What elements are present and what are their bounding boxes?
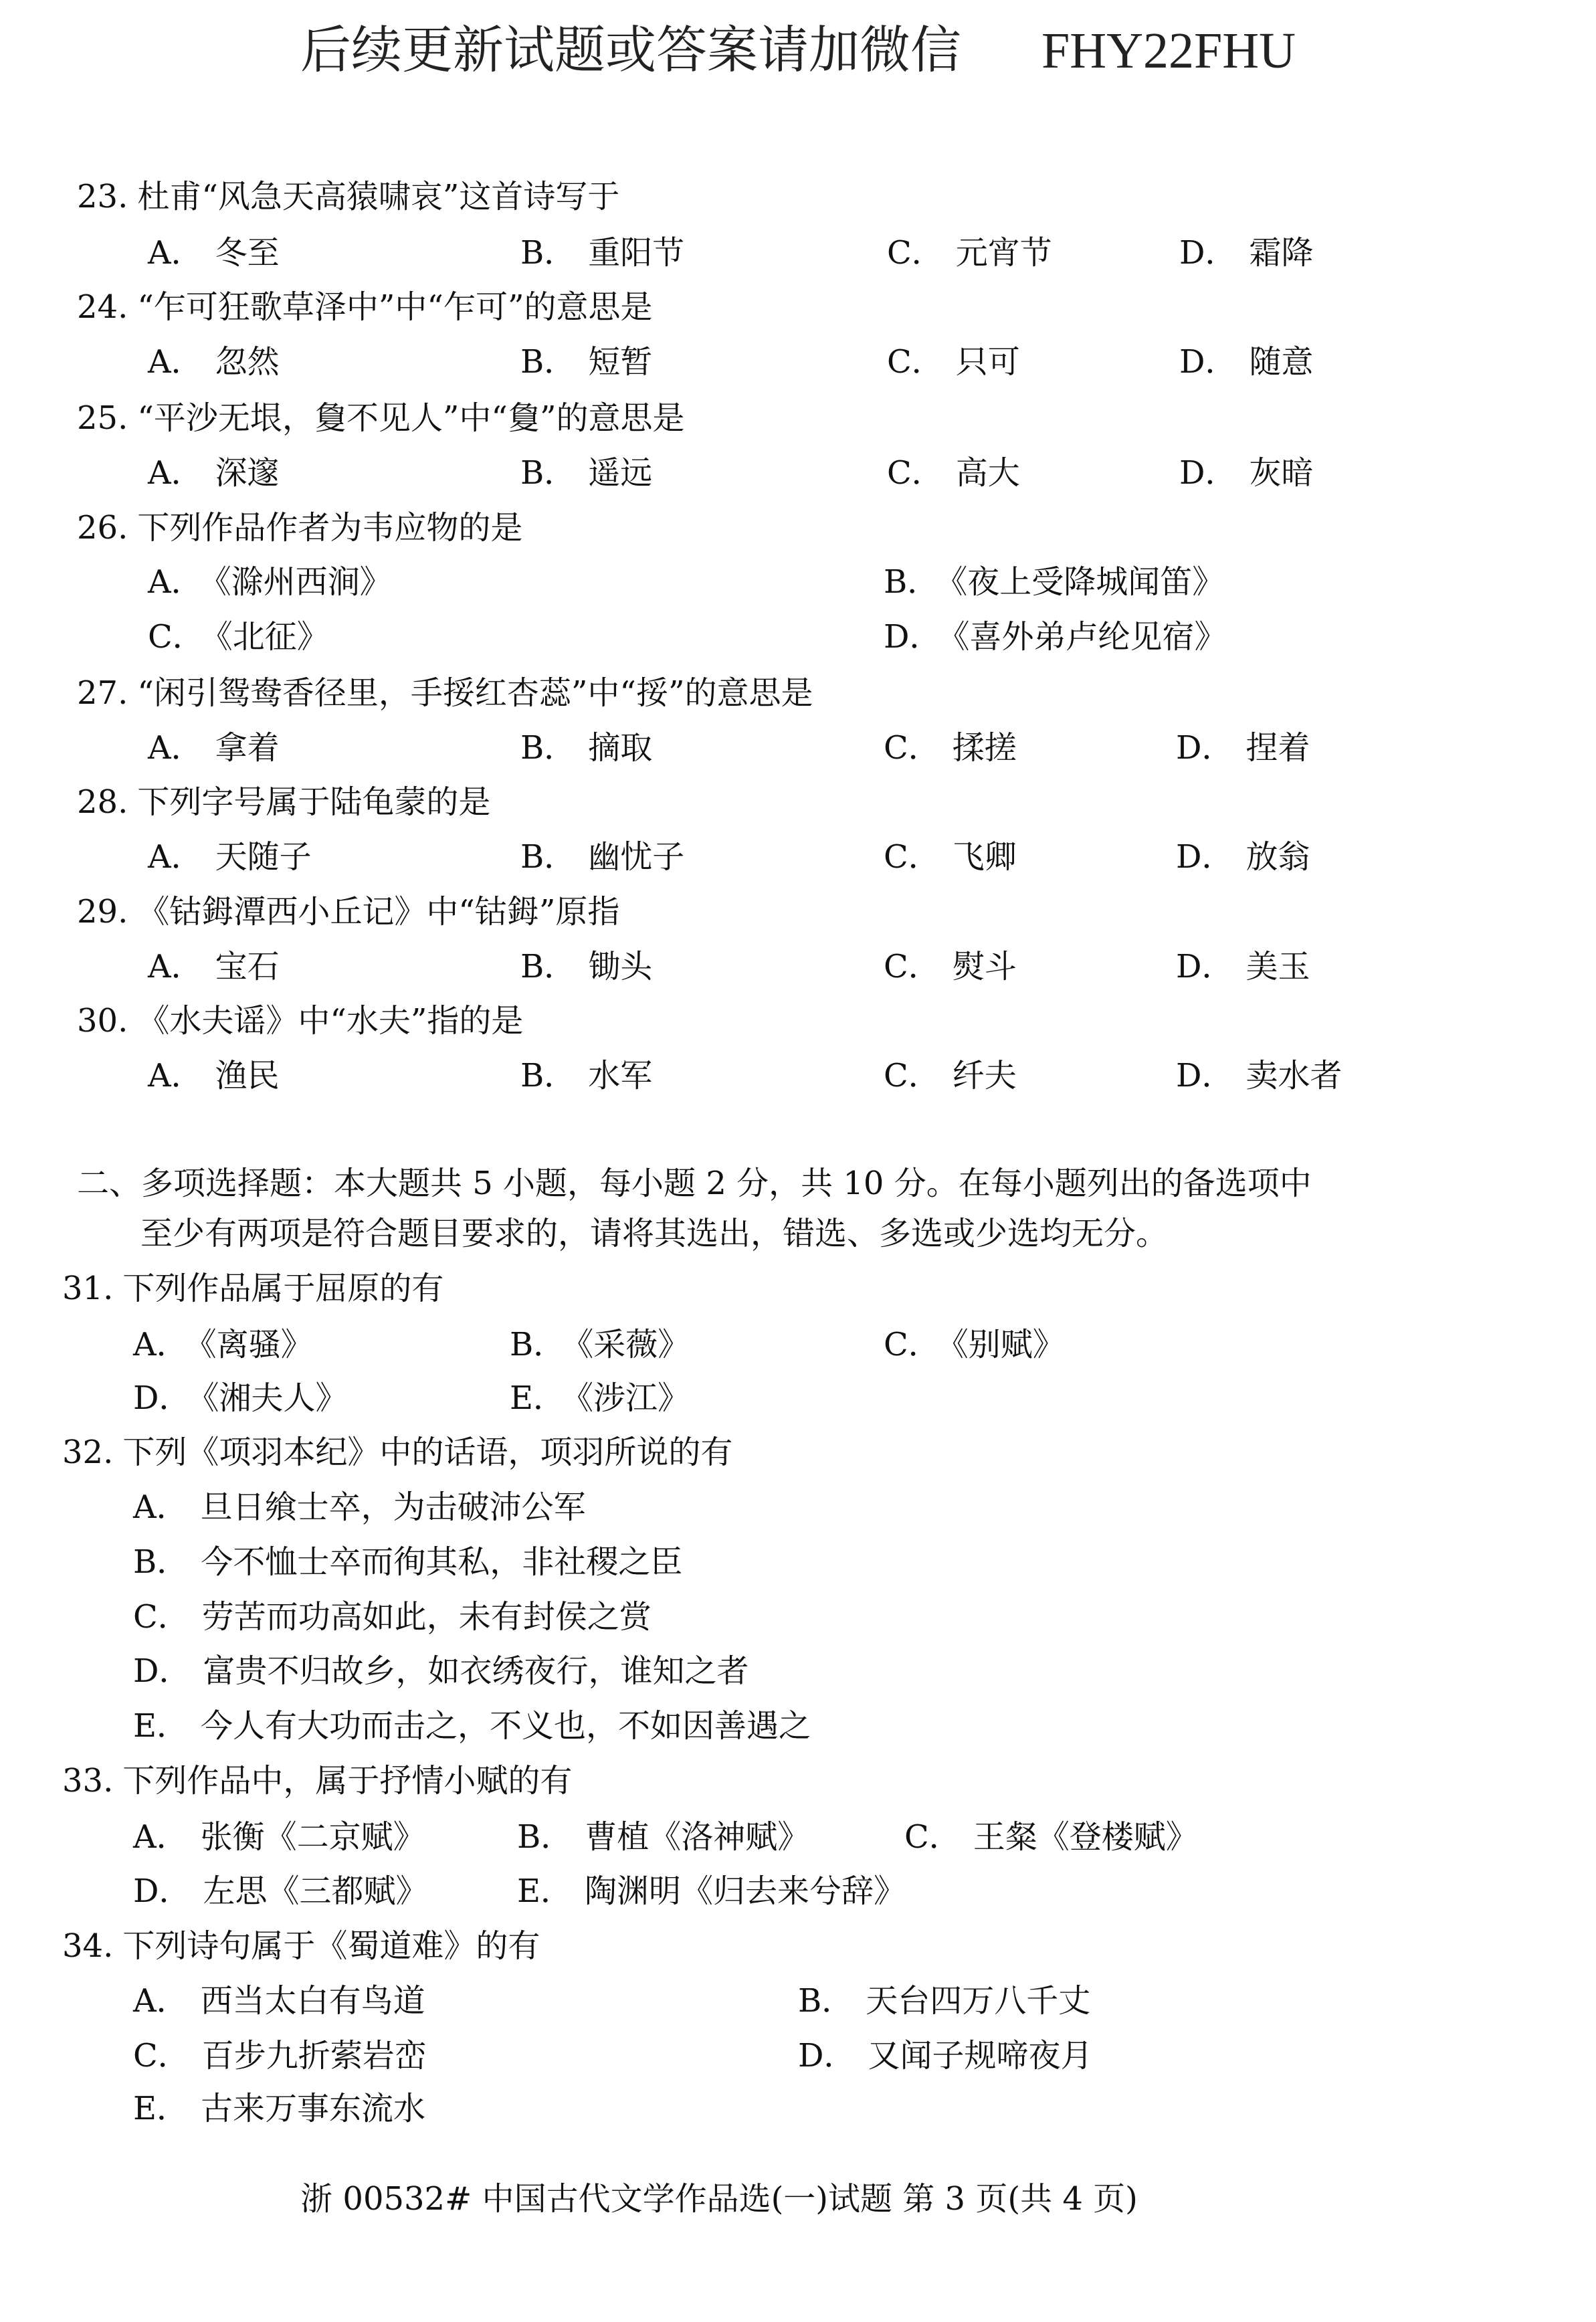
option-label: B． (520, 1057, 577, 1094)
option-text: 重阳节 (588, 234, 685, 272)
answer-option (520, 837, 684, 877)
option-text: 只可 (955, 343, 1020, 381)
answer-option (133, 1597, 652, 1637)
question-number: 26. (77, 509, 128, 547)
question-stem (62, 1268, 443, 1309)
option-label: D． (1179, 343, 1237, 381)
answer-option (133, 2089, 425, 2129)
answer-option (1176, 728, 1310, 768)
answer-option (148, 233, 280, 273)
question-stem (77, 673, 813, 713)
answer-option (517, 1871, 906, 1911)
option-text: 灰暗 (1249, 454, 1314, 492)
answer-option (148, 617, 329, 657)
option-label: C． (887, 454, 944, 492)
option-label: D． (1176, 948, 1234, 985)
option-text: 百步九折萦岩峦 (201, 2037, 427, 2074)
answer-option (133, 1378, 348, 1418)
option-label: B． (520, 948, 577, 985)
answer-option (148, 728, 280, 768)
answer-option (520, 233, 684, 273)
answer-option (517, 1817, 809, 1857)
option-label: A． (133, 1488, 189, 1526)
option-label: A． (148, 1057, 203, 1094)
answer-option (520, 1056, 652, 1096)
answer-option (148, 562, 392, 602)
answer-option (133, 1542, 682, 1582)
option-text: 深邃 (215, 454, 280, 492)
question-text: 下列作品属于屈原的有 (122, 1270, 444, 1307)
question-stem (77, 782, 490, 822)
option-text: 元宵节 (955, 234, 1052, 272)
option-text: 飞卿 (952, 838, 1017, 876)
option-label: B． (520, 343, 577, 381)
option-text: 《涉江》 (577, 1379, 690, 1417)
option-text: 今不恤士卒而徇其私，非社稷之臣 (201, 1543, 683, 1581)
option-label: E． (133, 2090, 189, 2127)
option-label: C． (884, 1326, 940, 1363)
question-number: 27. (77, 674, 128, 712)
option-label: D． (1176, 1057, 1234, 1094)
option-text: 揉搓 (952, 729, 1017, 767)
option-text: 《别赋》 (952, 1326, 1065, 1363)
answer-option (1179, 233, 1314, 273)
question-stem (77, 287, 653, 327)
option-text: 忽然 (215, 343, 280, 381)
option-label: C． (884, 948, 940, 985)
option-label: C． (133, 1598, 190, 1636)
answer-option (133, 1651, 749, 1691)
option-text: 摘取 (588, 729, 653, 767)
question-stem (77, 177, 619, 217)
question-text: 《水夫谣》中“水夫”指的是 (137, 1002, 524, 1040)
question-number: 34. (62, 1927, 114, 1965)
option-label: A． (133, 1326, 189, 1363)
option-label: B． (520, 454, 577, 492)
option-text: 放翁 (1245, 838, 1310, 876)
option-text: 《滁州西涧》 (215, 563, 392, 601)
option-label: C． (887, 234, 944, 272)
answer-option (884, 837, 1017, 877)
option-label: C． (904, 1818, 961, 1856)
question-stem (77, 398, 685, 438)
option-label: D． (1176, 838, 1234, 876)
option-text: 捏着 (1245, 729, 1310, 767)
option-label: D． (1179, 454, 1237, 492)
question-number: 23. (77, 178, 128, 215)
option-label: A． (148, 454, 203, 492)
answer-option (884, 1325, 1065, 1365)
option-label: B． (798, 1982, 854, 2020)
answer-option (520, 947, 652, 987)
answer-option (884, 1056, 1017, 1096)
option-text: 天随子 (215, 838, 312, 876)
option-text: 劳苦而功高如此，未有封侯之赏 (201, 1598, 652, 1636)
option-label: B． (520, 729, 577, 767)
question-text: 《钴鉧潭西小丘记》中“钴鉧”原指 (137, 893, 620, 931)
question-number: 31. (62, 1270, 114, 1307)
page-footer: 浙 00532# 中国古代文学作品选(一)试题 第 3 页(共 4 页) (300, 2180, 1138, 2218)
question-stem (77, 1001, 523, 1041)
answer-option (1176, 1056, 1342, 1096)
answer-option (133, 1981, 425, 2021)
option-label: D． (1179, 234, 1237, 272)
option-label: C． (884, 838, 940, 876)
option-label: B． (133, 1543, 189, 1581)
answer-option (133, 1325, 313, 1365)
answer-option (798, 2036, 1093, 2076)
question-text: 杜甫“风急天高猿啸哀”这首诗写于 (137, 178, 620, 215)
option-label: D． (133, 1652, 191, 1690)
option-text: 曹植《洛神赋》 (585, 1818, 810, 1856)
answer-option (148, 1056, 280, 1096)
option-text: 《采薇》 (577, 1326, 690, 1363)
option-label: C． (887, 343, 944, 381)
option-text: 今人有大功而击之，不义也，不如因善遇之 (201, 1707, 811, 1745)
option-text: 张衡《二京赋》 (200, 1818, 425, 1856)
option-label: D． (798, 2037, 856, 2074)
option-label: D． (1176, 729, 1234, 767)
answer-option (148, 837, 312, 877)
option-text: 卖水者 (1245, 1057, 1342, 1094)
option-text: 旦日飨士卒，为击破沛公军 (200, 1488, 586, 1526)
option-label: D． (133, 1872, 191, 1910)
option-label: A． (148, 343, 203, 381)
answer-option (148, 453, 280, 493)
option-text: 美玉 (1245, 948, 1310, 985)
option-text: 遥远 (588, 454, 653, 492)
option-label: D． (133, 1379, 191, 1417)
option-text: 又闻子规啼夜月 (868, 2037, 1093, 2074)
question-stem (62, 1432, 732, 1472)
question-text: 下列作品作者为韦应物的是 (137, 509, 523, 547)
answer-option (1176, 837, 1310, 877)
option-label: E． (517, 1872, 573, 1910)
option-text: 《北征》 (216, 618, 329, 656)
answer-option (884, 617, 1227, 657)
answer-option (887, 233, 1052, 273)
option-label: B． (510, 1326, 566, 1363)
question-stem (62, 1761, 572, 1801)
question-number: 29. (77, 893, 128, 931)
option-text: 渔民 (215, 1057, 280, 1094)
option-text: 随意 (1249, 343, 1314, 381)
option-text: 《喜外弟卢纶见宿》 (953, 618, 1227, 656)
section-2-heading: 二、多项选择题：本大题共 5 小题，每小题 2 分，共 10 分。在每小题列出的备选项中 (77, 1165, 1312, 1202)
answer-option (1176, 947, 1310, 987)
option-label: B． (884, 563, 940, 601)
section-2-instructions: 至少有两项是符合题目要求的，请将其选出，错选、多选或少选均无分。 (140, 1215, 1169, 1252)
answer-option (520, 342, 652, 382)
option-text: 宝石 (215, 948, 280, 985)
option-label: C． (884, 729, 940, 767)
question-stem (77, 508, 522, 548)
answer-option (133, 1817, 425, 1857)
option-text: 熨斗 (952, 948, 1017, 985)
option-text: 《夜上受降城闻笛》 (951, 563, 1225, 601)
answer-option (133, 1871, 428, 1911)
option-text: 《离骚》 (200, 1326, 313, 1363)
option-text: 天台四万八千丈 (866, 1982, 1091, 2020)
option-text: 短暂 (588, 343, 653, 381)
question-stem (62, 1926, 540, 1966)
option-label: A． (148, 838, 203, 876)
header-code: FHY22FHU (1041, 23, 1296, 79)
question-text: “平沙无垠，敻不见人”中“敻”的意思是 (137, 399, 685, 437)
question-number: 25. (77, 399, 128, 437)
answer-option (133, 1487, 586, 1527)
option-text: 左思《三都赋》 (203, 1872, 428, 1910)
answer-option (884, 947, 1017, 987)
answer-option (1179, 453, 1314, 493)
option-label: A． (148, 563, 203, 601)
header-text: 后续更新试题或答案请加微信 (300, 20, 961, 80)
answer-option (133, 2036, 427, 2076)
answer-option (148, 342, 280, 382)
option-text: 水军 (588, 1057, 653, 1094)
answer-option (133, 1706, 811, 1746)
answer-option (887, 342, 1020, 382)
option-text: 霜降 (1249, 234, 1314, 272)
option-label: B． (520, 234, 577, 272)
option-label: B． (517, 1818, 573, 1856)
option-label: A． (148, 234, 203, 272)
answer-option (520, 728, 652, 768)
question-number: 30. (77, 1002, 128, 1040)
option-label: C． (884, 1057, 940, 1094)
option-label: A． (133, 1818, 189, 1856)
question-text: “闲引鸳鸯香径里，手挼红杏蕊”中“挼”的意思是 (137, 674, 813, 712)
question-number: 24. (77, 288, 128, 326)
option-text: 拿着 (215, 729, 280, 767)
question-text: 下列作品中，属于抒情小赋的有 (122, 1762, 573, 1800)
option-label: E． (133, 1707, 189, 1745)
question-text: “乍可狂歌草泽中”中“乍可”的意思是 (137, 288, 653, 326)
option-label: B． (520, 838, 577, 876)
option-label: A． (148, 948, 203, 985)
option-text: 锄头 (588, 948, 653, 985)
answer-option (510, 1325, 690, 1365)
answer-option (148, 947, 280, 987)
page-header-watermark (0, 20, 1596, 81)
question-number: 32. (62, 1434, 114, 1471)
answer-option (884, 728, 1017, 768)
option-label: D． (884, 618, 942, 656)
option-text: 幽忧子 (588, 838, 685, 876)
option-text: 王粲《登楼赋》 (973, 1818, 1198, 1856)
option-text: 陶渊明《归去来兮辞》 (585, 1872, 906, 1910)
option-text: 《湘夫人》 (203, 1379, 348, 1417)
question-text: 下列诗句属于《蜀道难》的有 (122, 1927, 540, 1965)
option-label: A． (133, 1982, 189, 2020)
answer-option (887, 453, 1020, 493)
option-label: C． (148, 618, 205, 656)
answer-option (1179, 342, 1314, 382)
option-text: 高大 (955, 454, 1020, 492)
answer-option (510, 1378, 690, 1418)
option-label: A． (148, 729, 203, 767)
option-text: 富贵不归故乡，如衣绣夜行，谁知之者 (203, 1652, 749, 1690)
answer-option (798, 1981, 1090, 2021)
option-text: 古来万事东流水 (201, 2090, 426, 2127)
question-stem (77, 892, 619, 932)
option-text: 纤夫 (952, 1057, 1017, 1094)
option-text: 冬至 (215, 234, 280, 272)
question-text: 下列字号属于陆龟蒙的是 (137, 783, 491, 821)
question-number: 33. (62, 1762, 114, 1800)
answer-option (884, 562, 1224, 602)
answer-option (520, 453, 652, 493)
option-label: E． (510, 1379, 566, 1417)
question-text: 下列《项羽本纪》中的话语，项羽所说的有 (122, 1434, 733, 1471)
option-label: C． (133, 2037, 190, 2074)
answer-option (904, 1817, 1198, 1857)
question-number: 28. (77, 783, 128, 821)
option-text: 西当太白有鸟道 (200, 1982, 425, 2020)
